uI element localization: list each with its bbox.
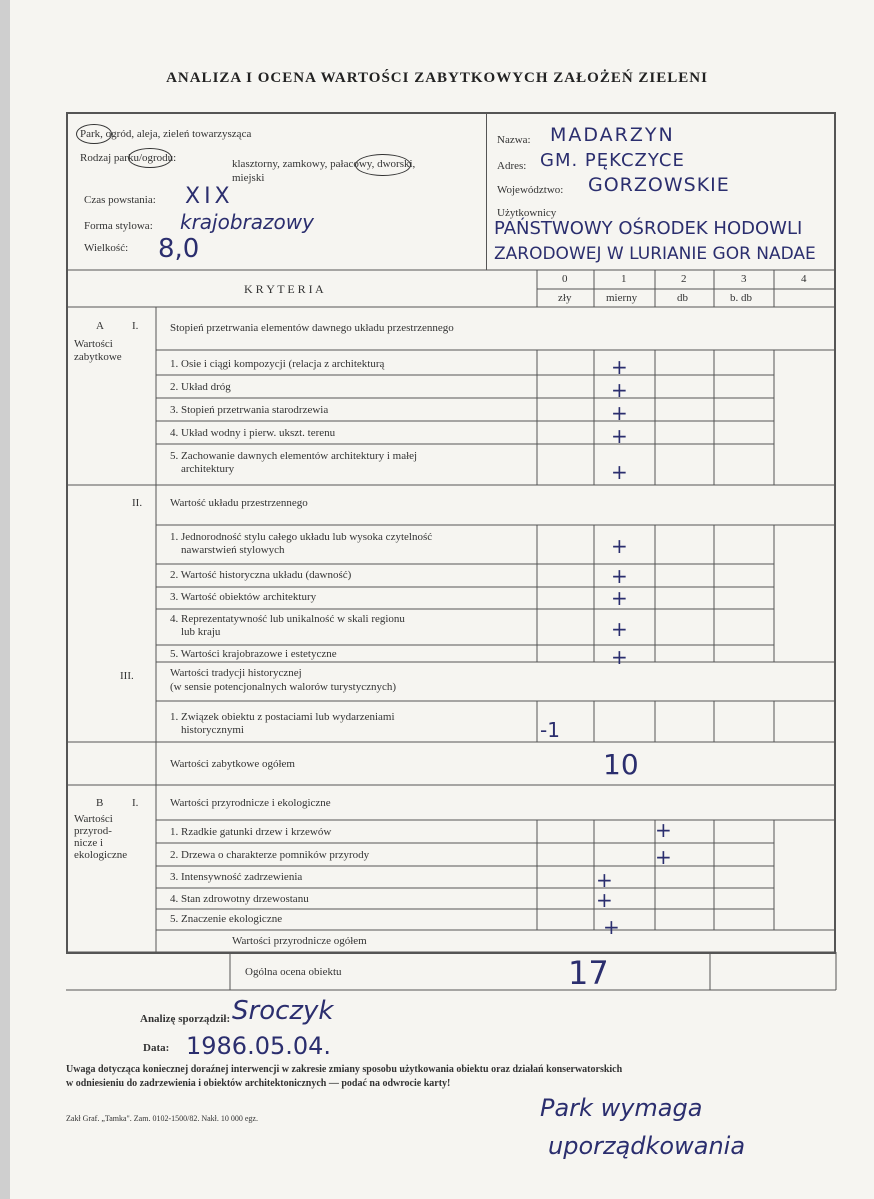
overall-value: 17 (568, 954, 609, 992)
uzyt-value-1: PAŃSTWOWY OŚRODEK HODOWLI (494, 218, 803, 239)
b-row-2: 2. Drzewa o charakterze pomników przyrody (170, 849, 370, 861)
a1-row-5: 5. Zachowanie dawnych elementów architektury i małej (170, 450, 418, 462)
b-row-3: 3. Intensywność zadrzewienia (170, 871, 303, 883)
a2-row-1b: nawarstwień stylowych (181, 544, 285, 556)
rodzaj-label: Rodzaj parku/ogrodu: (80, 152, 177, 164)
kryteria-header: K R Y T E R I A (244, 282, 324, 296)
adres-value: GM. PĘKCZYCE (540, 150, 685, 171)
a3-roman: III. (120, 670, 134, 682)
score-header-2: 2 (681, 273, 687, 285)
czas-label: Czas powstania: (84, 194, 156, 206)
a-total-label: Wartości zabytkowe ogółem (170, 758, 295, 770)
woj-label: Województwo: (497, 184, 564, 196)
a3-row-1: 1. Związek obiektu z postaciami lub wydarzeniami (170, 711, 395, 723)
mark-b-5: + (603, 915, 620, 939)
b-total-label: Wartości przyrodnicze ogółem (232, 935, 367, 947)
section-b-name-4: ekologiczne (74, 849, 128, 861)
mark-a2-1: + (611, 534, 628, 558)
score-label-2: db (677, 292, 688, 304)
mark-a1-5: + (611, 460, 628, 484)
mark-a1-3: + (611, 401, 628, 425)
mark-b-1: + (655, 818, 672, 842)
analize-label: Analizę sporządził: (140, 1013, 231, 1025)
section-b-letter: B (96, 797, 104, 809)
score-label-1: mierny (606, 292, 638, 304)
note-line-1: Park wymaga (540, 1094, 703, 1122)
a2-row-1: 1. Jednorodność stylu całego układu lub wysoka czytelność (170, 531, 433, 543)
a2-row-2: 2. Wartość historyczna układu (dawność) (170, 569, 352, 581)
section-a-name-2: zabytkowe (74, 351, 122, 363)
b-row-1: 1. Rzadkie gatunki drzew i krzewów (170, 826, 332, 838)
nazwa-value: MADARZYN (550, 124, 675, 146)
czas-value: XIX (185, 184, 234, 209)
score-header-1: 1 (621, 273, 627, 285)
a1-row-1: 1. Osie i ciągi kompozycji (relacja z architekturą (170, 358, 385, 370)
analize-value: Sroczyk (232, 996, 334, 1026)
section-b-name-3: nicze i (74, 837, 104, 849)
mark-a1-4: + (611, 424, 628, 448)
a-total-value: 10 (603, 748, 639, 781)
a2-row-3: 3. Wartość obiektów architektury (170, 591, 317, 603)
b-title: Wartości przyrodnicze i ekologiczne (170, 797, 331, 809)
mark-a2-3: + (611, 586, 628, 610)
uwaga-line-1: Uwaga dotycząca koniecznej doraźnej interwencji w zakresie zmiany sposobu użytkowania obiektu oraz działań konserwatorskich (66, 1064, 623, 1075)
mark-a1-2: + (611, 378, 628, 402)
mark-a2-5: + (611, 645, 628, 669)
rodzaj-options: klasztorny, zamkowy, pałacowy, dworski, (232, 158, 416, 170)
b-row-4: 4. Stan zdrowotny drzewostanu (170, 893, 309, 905)
section-b-roman: I. (132, 797, 139, 809)
note-line-2: uporządkowania (548, 1132, 746, 1160)
nazwa-label: Nazwa: (497, 134, 531, 146)
a2-row-4b: lub kraju (181, 626, 221, 638)
adres-label: Adres: (497, 160, 527, 172)
mark-b-3: + (596, 868, 613, 892)
a1-row-3: 3. Stopień przetrwania starodrzewia (170, 404, 329, 416)
a2-row-5: 5. Wartości krajobrazowe i estetyczne (170, 648, 337, 660)
mark-b-2: + (655, 845, 672, 869)
score-header-0: 0 (562, 273, 568, 285)
forma-value: krajobrazowy (180, 210, 314, 234)
wielkosc-label: Wielkość: (84, 242, 129, 254)
score-label-3: b. db (730, 292, 752, 304)
a3-title-1: Wartości tradycji historycznej (170, 667, 302, 679)
rodzaj-options-2: miejski (232, 172, 265, 184)
uwaga-line-2: w odniesieniu do zadrzewienia i obiektów architektonicznych — podać na odwrocie karty! (66, 1078, 451, 1089)
mark-a1-1: + (611, 355, 628, 379)
a3-title-2: (w sensie potencjonalnych walorów turystycznych) (170, 681, 397, 693)
data-label: Data: (143, 1042, 170, 1054)
section-b-name-1: Wartości (74, 813, 113, 825)
mark-a3-1: -1 (540, 718, 560, 742)
data-value: 1986.05.04. (186, 1032, 332, 1060)
a2-row-4: 4. Reprezentatywność lub unikalność w skali regionu (170, 613, 405, 625)
a1-row-2: 2. Układ dróg (170, 381, 231, 393)
section-a-letter: A (96, 320, 104, 332)
overall-label: Ogólna ocena obiektu (245, 966, 342, 978)
woj-value: GORZOWSKIE (588, 174, 730, 196)
b-row-5: 5. Znaczenie ekologiczne (170, 913, 283, 925)
printer-line: Zakł Graf. „Tamka". Zam. 0102-1500/82. Nakł. 10 000 egz. (66, 1114, 258, 1123)
section-b-name-2: przyrod- (74, 825, 112, 837)
forma-label: Forma stylowa: (84, 220, 153, 232)
page-title: ANALIZA I OCENA WARTOŚCI ZABYTKOWYCH ZAŁOŻEŃ ZIELENI (166, 70, 708, 86)
a1-title: Stopień przetrwania elementów dawnego układu przestrzennego (170, 322, 454, 334)
score-header-3: 3 (741, 273, 747, 285)
uzyt-value-2: ZARODOWEJ W LURIANIE GOR NADAE (494, 244, 816, 264)
section-a-roman: I. (132, 320, 139, 332)
wielkosc-value: 8,0 (158, 234, 200, 264)
a2-title: Wartość układu przestrzennego (170, 497, 308, 509)
score-label-0: zły (558, 292, 572, 304)
type-line: Park, ogród, aleja, zieleń towarzysząca (80, 128, 252, 140)
section-a-name-1: Wartości (74, 338, 113, 350)
mark-b-4: + (596, 888, 613, 912)
score-header-4: 4 (801, 273, 807, 285)
uzyt-label: Użytkownicy (497, 207, 557, 219)
a2-roman: II. (132, 497, 143, 509)
mark-a2-4: + (611, 617, 628, 641)
mark-a2-2: + (611, 564, 628, 588)
a1-row-4: 4. Układ wodny i pierw. ukszt. terenu (170, 427, 336, 439)
a1-row-5b: architektury (181, 463, 235, 475)
a3-row-1b: historycznymi (181, 724, 244, 736)
